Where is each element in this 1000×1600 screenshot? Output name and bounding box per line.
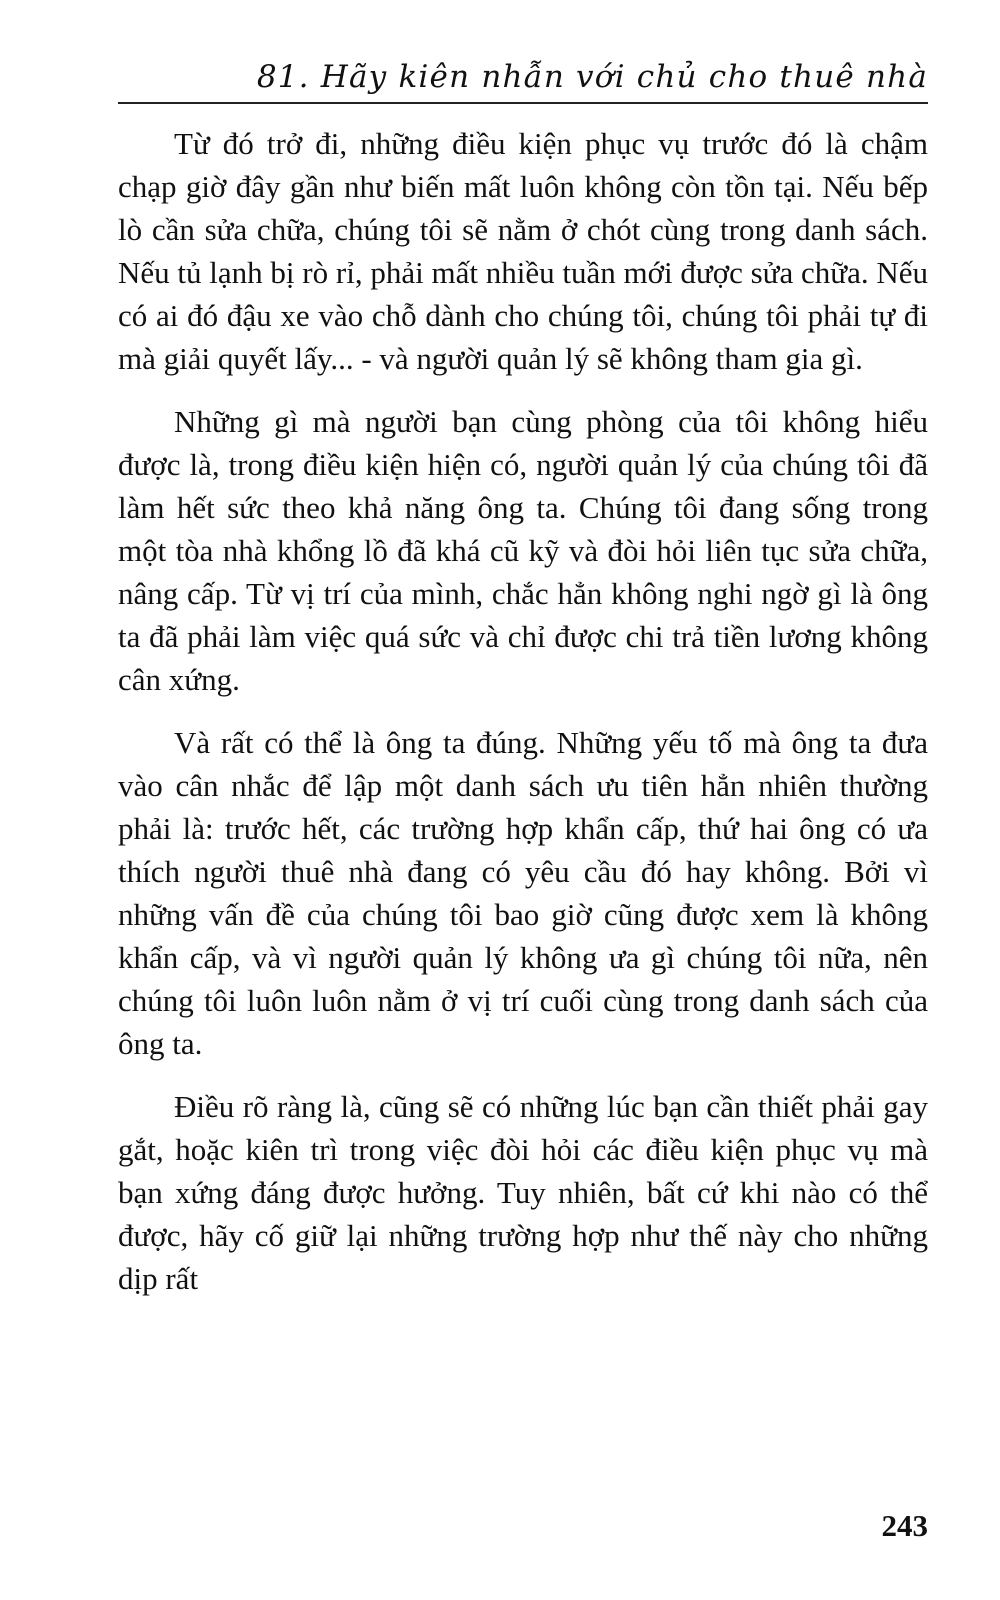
- running-header: [118, 56, 928, 104]
- paragraph-1: Từ đó trở đi, những điều kiện phục vụ trước đó là chậm chạp giờ đây gần như biến mất luôn không còn tồn tại. Nếu bếp lò cần sửa chữa, chúng tôi sẽ nằm ở chót cùng trong danh sách. Nếu tủ lạnh bị rò rỉ, phải mất nhiều tuần mới được sửa chữa. Nếu có ai đó đậu xe vào chỗ dành cho chúng tôi, chúng tôi phải tự đi mà giải quyết lấy... - và người quản lý sẽ không tham gia gì.: [118, 126, 928, 376]
- paragraph-2: Những gì mà người bạn cùng phòng của tôi không hiểu được là, trong điều kiện hiện có, người quản lý của chúng tôi đã làm hết sức theo khả năng ông ta. Chúng tôi đang sống trong một tòa nhà khổng lồ đã khá cũ kỹ và đòi hỏi liên tục sửa chữa, nâng cấp. Từ vị trí của mình, chắc hẳn không nghi ngờ gì là ông ta đã phải làm việc quá sức và chỉ được chi trả tiền lương không cân xứng.: [118, 404, 928, 697]
- page-number: 243: [881, 1508, 928, 1543]
- paragraph-4: Điều rõ ràng là, cũng sẽ có những lúc bạn cần thiết phải gay gắt, hoặc kiên trì trong việc đòi hỏi các điều kiện phục vụ mà bạn xứng đáng được hưởng. Tuy nhiên, bất cứ khi nào có thể được, hãy cố giữ lại những trường hợp như thế này cho những dịp rất: [118, 1089, 928, 1296]
- body-text: [118, 122, 928, 1320]
- chapter-title: 81. Hãy kiên nhẫn với chủ cho thuê nhà: [256, 59, 928, 95]
- paragraph-3: Và rất có thể là ông ta đúng. Những yếu tố mà ông ta đưa vào cân nhắc để lập một danh sách ưu tiên hẳn nhiên thường phải là: trước hết, các trường hợp khẩn cấp, thứ hai ông có ưa thích người thuê nhà đang có yêu cầu đó hay không. Bởi vì những vấn đề của chúng tôi bao giờ cũng được xem là không khẩn cấp, và vì người quản lý không ưa gì chúng tôi nữa, nên chúng tôi luôn luôn nằm ở vị trí cuối cùng trong danh sách của ông ta.: [118, 725, 928, 1061]
